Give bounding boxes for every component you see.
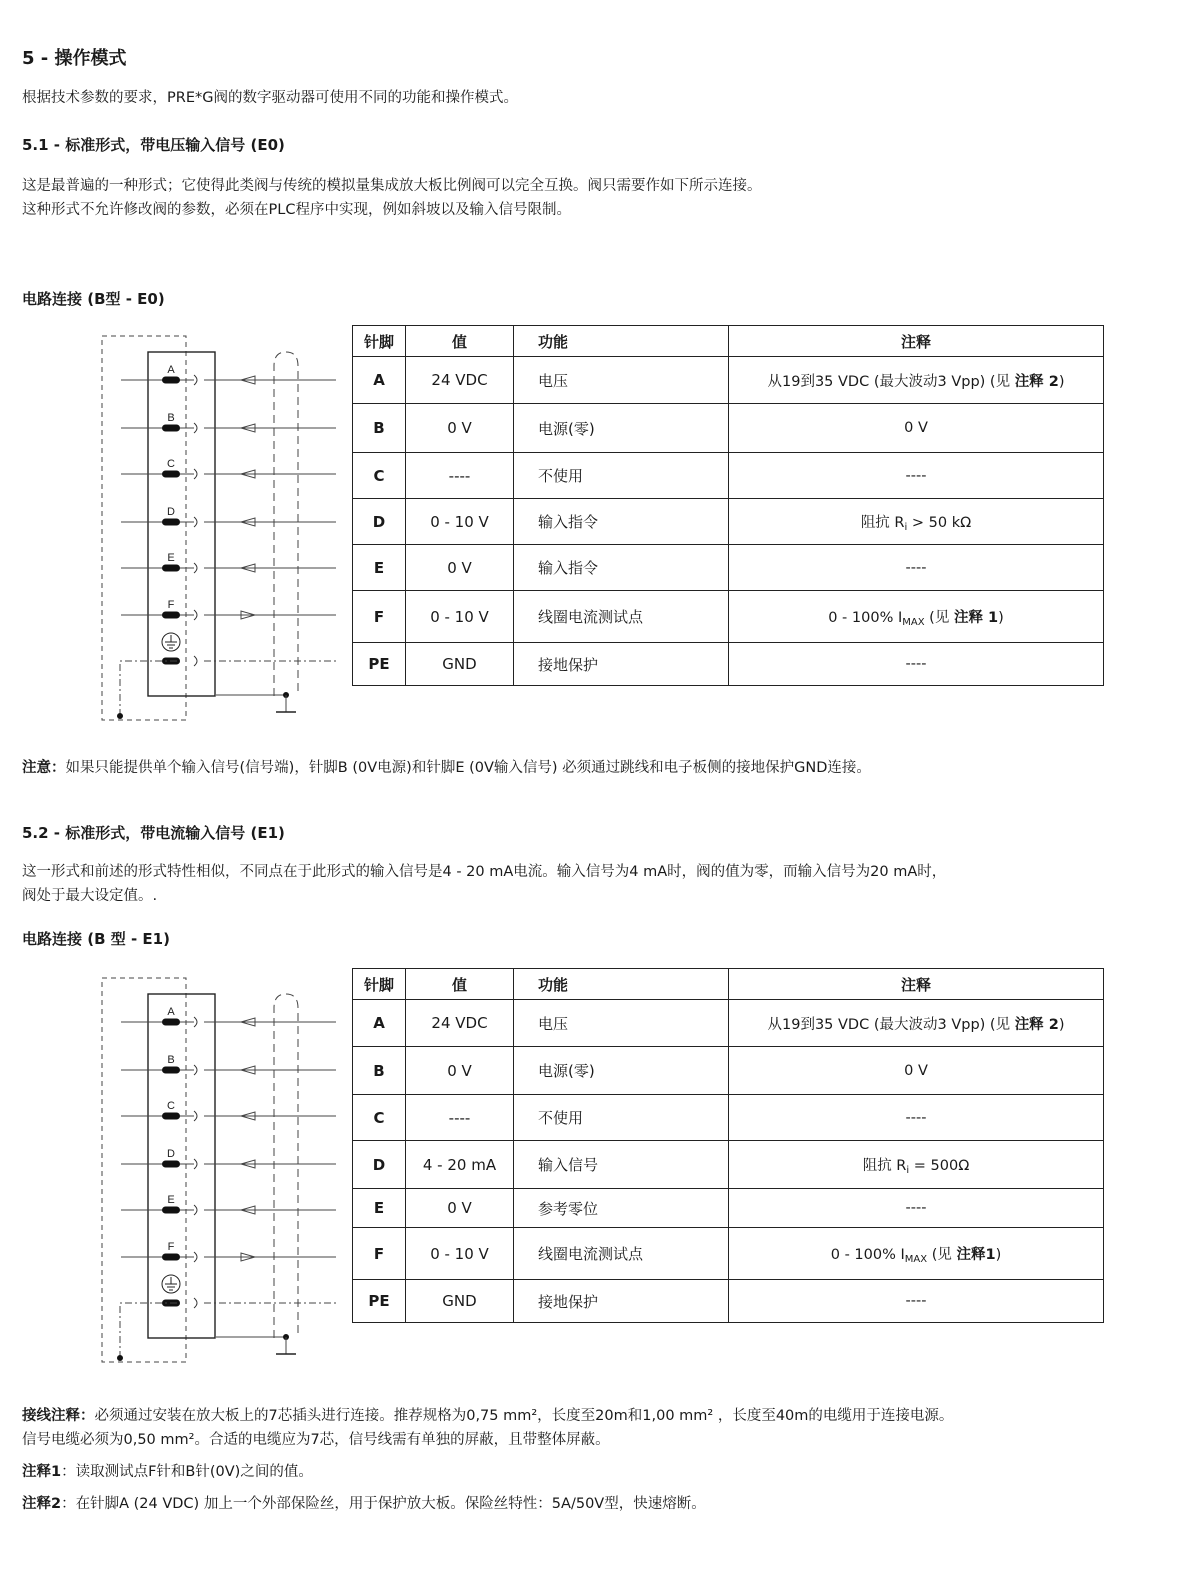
note-cell [729, 1189, 1104, 1228]
function-cell: 输入信号 [514, 1141, 729, 1189]
note-cell [729, 499, 1104, 545]
note-text: ---- [905, 1293, 927, 1309]
note-2-label: 注释2 [22, 1496, 62, 1512]
table-row [353, 1189, 1104, 1228]
function-cell: 电压 [514, 1000, 729, 1047]
wiring-note [22, 1404, 953, 1428]
header-value: 值 [406, 969, 514, 1000]
section-title: 5 - 操作模式 [22, 48, 127, 69]
subsection-5-1-line2: 这种形式不允许修改阀的参数，必须在PLC程序中实现，例如斜坡以及输入信号限制。 [22, 202, 571, 218]
note-cell [729, 545, 1104, 591]
note-cell [729, 1000, 1104, 1047]
subsection-5-2-line2: 阀处于最大设定值。. [22, 888, 158, 904]
pin-cell: C [353, 1095, 406, 1141]
table-row [353, 643, 1104, 686]
note-text: ---- [905, 1109, 927, 1126]
note-2 [22, 1492, 706, 1516]
value-cell: 24 VDC [406, 357, 514, 404]
table-row [353, 1280, 1104, 1323]
socket-symbol [194, 1065, 197, 1075]
note-text-end: > 50 kΩ [907, 514, 972, 531]
value-cell: 0 V [406, 1047, 514, 1095]
header-note: 注释 [729, 326, 1104, 357]
table-row [353, 1000, 1104, 1047]
note-cell [729, 591, 1104, 643]
header-function: 功能 [514, 326, 729, 357]
pin-table-e1 [352, 968, 1104, 1323]
function-cell: 电源(零) [514, 404, 729, 453]
note-subscript: MAX [904, 1253, 928, 1265]
subsection-5-1-line1: 这是最普遍的一种形式；它使得此类阀与传统的模拟量集成放大板比例阀可以完全互换。阀只需要作如下所示连接。 [22, 178, 762, 194]
function-cell: 不使用 [514, 1095, 729, 1141]
function-cell: 接地保护 [514, 643, 729, 686]
pin-letter: F [167, 599, 175, 611]
note-text: 0 V [904, 1062, 928, 1079]
note-cell [729, 1047, 1104, 1095]
note-text: 0 - 100% I [828, 609, 903, 626]
cable-shield [274, 352, 298, 696]
pin-letter: D [167, 1148, 175, 1160]
function-cell: 输入指令 [514, 545, 729, 591]
note-cell [729, 1141, 1104, 1189]
pin-letter: B [167, 1054, 175, 1066]
note-reference: 注释 1 [953, 609, 999, 626]
function-cell: 线圈电流测试点 [514, 591, 729, 643]
note-cell [729, 1095, 1104, 1141]
note-subscript: MAX [902, 616, 925, 628]
note-cell [729, 643, 1104, 686]
note-text: 阻抗 R [860, 514, 905, 531]
pin-letter: B [167, 412, 175, 424]
value-cell: 0 V [406, 404, 514, 453]
note-text: 阻抗 R [862, 1157, 907, 1174]
junction-dot [117, 713, 123, 719]
note-text-mid: (见 [927, 1246, 957, 1263]
value-cell: GND [406, 643, 514, 686]
note-1-label: 注释1 [22, 1464, 62, 1480]
pin-contact [162, 612, 180, 619]
pin-letter: E [167, 1194, 175, 1206]
table-row [353, 453, 1104, 499]
caution-text: 如果只能提供单个输入信号(信号端)，针脚B (0V电源)和针脚E (0V输入信号) 必须通过跳线和电子板侧的接地保护GND连接。 [65, 760, 871, 776]
subsection-5-2-title: 5.2 - 标准形式，带电流输入信号 (E1) [22, 824, 285, 842]
value-cell: 0 - 10 V [406, 499, 514, 545]
wiring-note-line1: 必须通过安装在放大板上的7芯插头进行连接。推荐规格为0,75 mm²，长度至20m和1,00 mm² ，长度至40m的电缆用于连接电源。 [94, 1408, 954, 1424]
pin-contact [162, 471, 180, 478]
note-1-text: ：读取测试点F针和B针(0V)之间的值。 [61, 1464, 313, 1480]
value-cell: 0 V [406, 1189, 514, 1228]
socket-symbol [194, 563, 197, 573]
function-cell: 输入指令 [514, 499, 729, 545]
table-row [353, 1228, 1104, 1280]
pin-cell: PE [353, 643, 406, 686]
pin-cell: A [353, 357, 406, 404]
pin-cell: PE [353, 1280, 406, 1323]
socket-symbol [194, 610, 197, 620]
note-1 [22, 1460, 313, 1484]
wiring-note-line2: 信号电缆必须为0,50 mm²。合适的电缆应为7芯，信号线需有单独的屏蔽，且带整体屏蔽。 [22, 1432, 610, 1448]
table-row [353, 357, 1104, 404]
note-text: 0 - 100% I [830, 1246, 905, 1263]
table-row [353, 1047, 1104, 1095]
pin-contact [162, 1067, 180, 1074]
wiring-note-label: 接线注释： [22, 1408, 95, 1424]
table-row [353, 404, 1104, 453]
function-cell: 电源(零) [514, 1047, 729, 1095]
pin-table-e0 [352, 325, 1104, 686]
function-cell: 接地保护 [514, 1280, 729, 1323]
pin-cell: B [353, 404, 406, 453]
table-row [353, 591, 1104, 643]
subsection-5-2-line1: 这一形式和前述的形式特性相似，不同点在于此形式的输入信号是4 - 20 mA电流。输入信号为4 mA时，阀的值为零，而输入信号为20 mA时， [22, 864, 947, 880]
pin-cell: F [353, 1228, 406, 1280]
circuit-title-e0: 电路连接 (B型 - E0) [22, 290, 165, 308]
table-header-row [353, 326, 1104, 357]
socket-symbol [194, 1111, 197, 1121]
note-reference: 注释 2 [1014, 1016, 1059, 1033]
section-intro: 根据技术参数的要求，PRE*G阀的数字驱动器可使用不同的功能和操作模式。 [22, 90, 518, 106]
pin-contact [162, 1207, 180, 1214]
pe-wire [120, 661, 180, 716]
socket-symbol [194, 1298, 197, 1308]
caution-note [22, 756, 871, 780]
note-cell [729, 357, 1104, 404]
note-text-end: ) [998, 609, 1004, 626]
pin-letter: C [167, 458, 175, 470]
pin-letter: F [167, 1241, 175, 1253]
note-text: ---- [905, 467, 927, 484]
header-value: 值 [406, 326, 514, 357]
note-reference: 注释1 [956, 1246, 996, 1263]
junction-dot [117, 1355, 123, 1361]
socket-symbol [194, 1205, 197, 1215]
table-row [353, 499, 1104, 545]
value-cell: 0 - 10 V [406, 591, 514, 643]
wiring-diagram-e0 [96, 330, 346, 730]
pe-wire [120, 1303, 180, 1358]
pin-letter: D [167, 506, 175, 518]
socket-symbol [194, 656, 197, 666]
pin-contact [162, 519, 180, 526]
pin-contact [162, 1019, 180, 1026]
note-subscript: i [906, 1164, 910, 1176]
connector-body [148, 994, 215, 1338]
function-cell: 线圈电流测试点 [514, 1228, 729, 1280]
value-cell: 0 - 10 V [406, 1228, 514, 1280]
socket-symbol [194, 1159, 197, 1169]
value-cell: 24 VDC [406, 1000, 514, 1047]
pin-cell: D [353, 1141, 406, 1189]
pin-cell: E [353, 545, 406, 591]
socket-symbol [194, 517, 197, 527]
note-text: 从19到35 VDC (最大波动3 Vpp) (见 [767, 1016, 1015, 1033]
note-text-mid: (见 [924, 609, 954, 626]
value-cell: ---- [406, 1095, 514, 1141]
subsection-5-1-title: 5.1 - 标准形式，带电压输入信号 (E0) [22, 136, 285, 154]
note-text-end: ) [1058, 373, 1065, 390]
cable-shield [274, 994, 298, 1338]
value-cell: 4 - 20 mA [406, 1141, 514, 1189]
pin-contact [162, 565, 180, 572]
note-text: 从19到35 VDC (最大波动3 Vpp) (见 [767, 373, 1015, 390]
value-cell: ---- [406, 453, 514, 499]
pin-contact [162, 377, 180, 384]
note-text: 0 V [904, 420, 928, 436]
pin-cell: C [353, 453, 406, 499]
pin-letter: A [167, 1006, 175, 1018]
pin-cell: D [353, 499, 406, 545]
note-cell [729, 1228, 1104, 1280]
pin-contact [162, 1161, 180, 1168]
header-note: 注释 [729, 969, 1104, 1000]
connector-body [148, 352, 215, 696]
pin-letter: E [167, 552, 175, 564]
pin-letter: C [167, 1100, 175, 1112]
note-text-end: = 500Ω [909, 1157, 970, 1174]
header-function: 功能 [514, 969, 729, 1000]
table-row [353, 1095, 1104, 1141]
pin-cell: A [353, 1000, 406, 1047]
socket-symbol [194, 375, 197, 385]
note-cell [729, 404, 1104, 453]
pin-letter: A [167, 364, 175, 376]
socket-symbol [194, 423, 197, 433]
function-cell: 参考零位 [514, 1189, 729, 1228]
pin-cell: F [353, 591, 406, 643]
note-text: ---- [905, 656, 927, 672]
note-text-end: ) [995, 1246, 1002, 1263]
table-row [353, 545, 1104, 591]
socket-symbol [194, 1252, 197, 1262]
value-cell: 0 V [406, 545, 514, 591]
note-reference: 注释 2 [1014, 373, 1059, 390]
note-cell [729, 453, 1104, 499]
pin-cell: E [353, 1189, 406, 1228]
pin-cell: B [353, 1047, 406, 1095]
note-text-end: ) [1058, 1016, 1065, 1033]
pin-contact [162, 425, 180, 432]
note-cell [729, 1280, 1104, 1323]
header-pin: 针脚 [353, 969, 406, 1000]
function-cell: 不使用 [514, 453, 729, 499]
socket-symbol [194, 469, 197, 479]
header-pin: 针脚 [353, 326, 406, 357]
caution-label: 注意： [22, 760, 66, 776]
table-row [353, 1141, 1104, 1189]
function-cell: 电压 [514, 357, 729, 404]
note-2-text: ：在针脚A (24 VDC) 加上一个外部保险丝，用于保护放大板。保险丝特性：5A/50V型，快速熔断。 [61, 1496, 706, 1512]
note-subscript: i [904, 521, 908, 533]
value-cell: GND [406, 1280, 514, 1323]
circuit-title-e1: 电路连接 (B 型 - E1) [22, 930, 170, 948]
wiring-diagram-e1 [96, 972, 346, 1372]
pin-contact [162, 1254, 180, 1261]
pin-contact [162, 1113, 180, 1120]
note-text: ---- [905, 559, 927, 576]
table-header-row [353, 969, 1104, 1000]
note-text: ---- [905, 1200, 927, 1216]
socket-symbol [194, 1017, 197, 1027]
